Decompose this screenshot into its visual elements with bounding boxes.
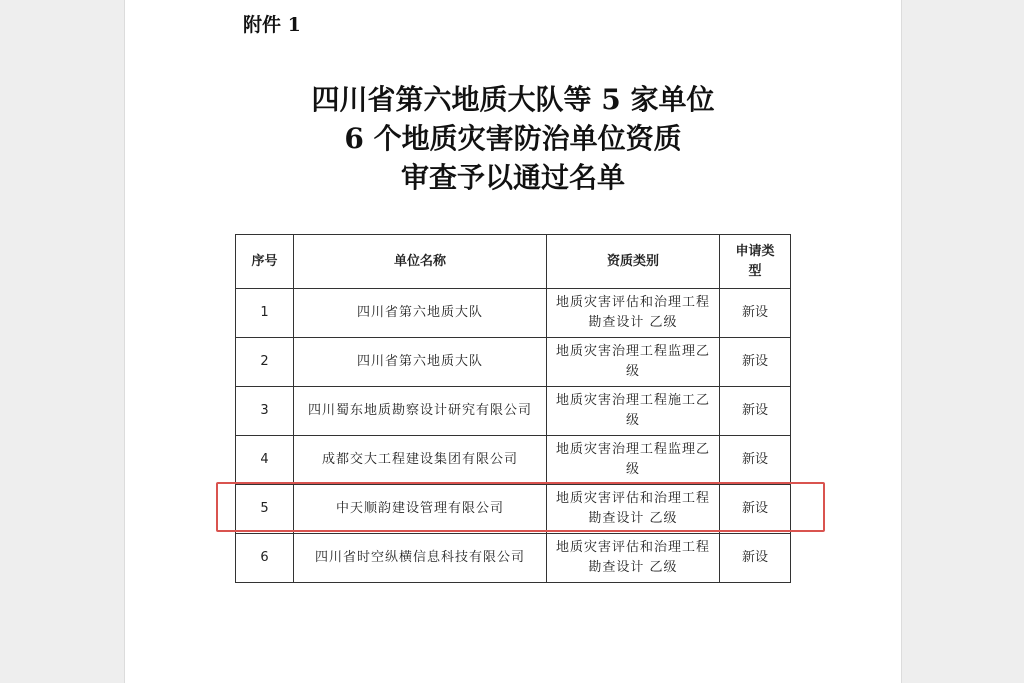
cell-qualification-category bbox=[547, 436, 720, 485]
cell-application-type: 新设 bbox=[720, 387, 791, 436]
header-qualification-category: 资质类别 bbox=[547, 235, 720, 289]
document-title-line-1: 四川省第六地质大队等 5 家单位 bbox=[311, 83, 715, 116]
cell-qualification-category bbox=[547, 289, 720, 338]
cell-serial-no: 6 bbox=[236, 534, 294, 583]
cell-application-type: 新设 bbox=[720, 436, 791, 485]
cell-application-type: 新设 bbox=[720, 485, 791, 534]
header-unit-name: 单位名称 bbox=[294, 235, 547, 289]
cell-qualification-category bbox=[547, 485, 720, 534]
approval-list-table bbox=[235, 234, 791, 583]
cell-unit-name: 四川省第六地质大队 bbox=[294, 338, 547, 387]
table-header-row bbox=[236, 235, 791, 289]
table-row-highlighted bbox=[236, 485, 791, 534]
cell-serial-no: 5 bbox=[236, 485, 294, 534]
cell-application-type: 新设 bbox=[720, 338, 791, 387]
cell-application-type: 新设 bbox=[720, 534, 791, 583]
cell-category-text: 地质灾害评估和治理工程勘查设计 乙级 bbox=[555, 540, 710, 575]
header-application-type bbox=[720, 235, 791, 289]
cell-category-text: 地质灾害治理工程施工乙级 bbox=[555, 393, 710, 428]
cell-category-text: 地质灾害评估和治理工程勘查设计 乙级 bbox=[555, 491, 710, 526]
document-page bbox=[124, 0, 902, 683]
cell-category-text: 地质灾害评估和治理工程勘查设计 乙级 bbox=[555, 295, 710, 330]
table-row bbox=[236, 534, 791, 583]
document-title-line-2: 6 个地质灾害防治单位资质 bbox=[344, 122, 682, 155]
cell-category-text: 地质灾害治理工程监理乙级 bbox=[555, 344, 710, 379]
document-title-line-3: 审查予以通过名单 bbox=[400, 161, 625, 194]
cell-serial-no: 1 bbox=[236, 289, 294, 338]
table-row bbox=[236, 289, 791, 338]
cell-application-type: 新设 bbox=[720, 289, 791, 338]
table-row bbox=[236, 436, 791, 485]
cell-qualification-category bbox=[547, 387, 720, 436]
table-row bbox=[236, 387, 791, 436]
attachment-label: 附件 1 bbox=[243, 14, 301, 36]
cell-serial-no: 4 bbox=[236, 436, 294, 485]
table-row bbox=[236, 338, 791, 387]
cell-unit-name: 四川省时空纵横信息科技有限公司 bbox=[294, 534, 547, 583]
cell-category-text: 地质灾害治理工程监理乙级 bbox=[555, 442, 710, 477]
cell-unit-name: 成都交大工程建设集团有限公司 bbox=[294, 436, 547, 485]
cell-serial-no: 2 bbox=[236, 338, 294, 387]
header-serial-no: 序号 bbox=[236, 235, 294, 289]
cell-qualification-category bbox=[547, 534, 720, 583]
header-application-type-text: 申请类型 bbox=[735, 243, 775, 279]
cell-unit-name: 中天顺韵建设管理有限公司 bbox=[294, 485, 547, 534]
cell-name-text: 四川蜀东地质勘察设计研究有限公司 bbox=[307, 403, 532, 418]
cell-qualification-category bbox=[547, 338, 720, 387]
cell-serial-no: 3 bbox=[236, 387, 294, 436]
cell-unit-name: 四川省第六地质大队 bbox=[294, 289, 547, 338]
cell-unit-name bbox=[294, 387, 547, 436]
